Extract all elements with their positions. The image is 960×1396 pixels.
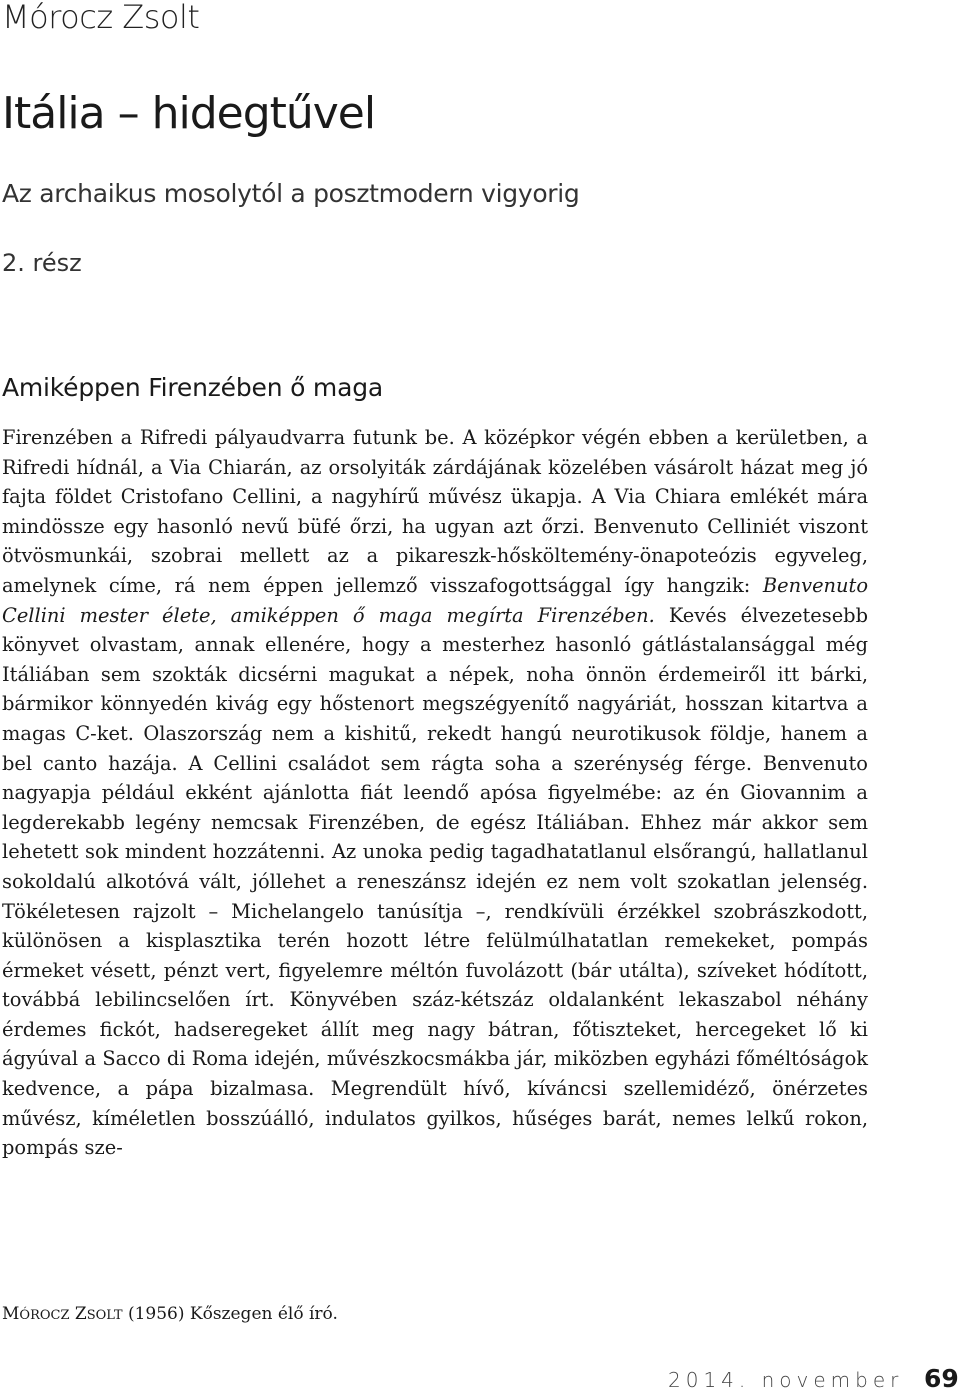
body-paragraph <box>2 423 868 1163</box>
article-part: 2. rész <box>2 249 82 277</box>
author-note-last-initial: Z <box>74 1304 87 1324</box>
body-text-rest: Kevés élvezetesebb könyvet olvastam, annak ellenére, hogy a mesterhez hasonló gátlástalansággal még Itáliában sem szokták dicsérni magukat a népek, noha önnön érdemeiről itt bárki, bármikor könnyedén kivág egy hőstenort megszégyenítő nagyáriát, hosszan kitartva a magas C-ket. Olaszország nem a kishitű, rekedt hangú neurotikusok földje, hanem a bel canto hazája. A Cellini családot sem rágta soha a szerénység férge. Benvenuto nagyapja például ekként ajánlotta fiát leendő apósa figyelmébe: az én Giovannim a legderekabb legény nemcsak Firenzében, de egész Itáliában. Ehhez már akkor sem lehetett sok mindent hozzátenni. Az unoka pedig tagadhatatlanul elsőrangú, hallatlanul sokoldalú alkotóvá vált, jóllehet a reneszánsz idején ez nem volt szokatlan jelenség. Tökéletesen rajzolt – Michelangelo tanúsítja –, rendkívüli érzékkel szobrászkodott, különösen a kisplasztika terén hozott létre felülmúlhatatlan remekeket, pompás érmeket vésett, pénzt vert, figyelemre méltón fuvolázott (bár utálta), szíveket hódított, továbbá lebilincselően írt. Könyvében száz-kétszáz oldalanként lekaszabol néhány érdemes fickót, hadseregeket állít meg nagy bátran, főtiszteket, hercegeket lő ki ágyúval a Sacco di Roma idején, művészkocsmákba jár, miközben egyházi főméltóságok kedvence, a pápa bizalmasa. Megrendült hívő, kíváncsi szellemidéző, önérzetes művész, kíméletlen bosszúálló, indulatos gyilkos, hűséges barát, nemes lelkű rokon, pompás sze- <box>2 603 868 1160</box>
page-number: 69 <box>924 1364 959 1393</box>
article-body <box>2 423 868 1163</box>
author-note-last-rest: SOLT <box>86 1308 123 1323</box>
author-note-text: (1956) Kőszegen élő író. <box>122 1304 338 1324</box>
section-heading: Amiképpen Firenzében ő maga <box>2 373 383 402</box>
article-title: Itália – hidegtűvel <box>2 88 376 139</box>
author-note-first-initial: M <box>2 1304 20 1324</box>
issue-date: 2014. november <box>668 1368 904 1392</box>
book-title: Benvenuto Cellini mester élete, amiképpen ő maga megírta Firenzében. <box>2 573 868 627</box>
author-note <box>2 1304 338 1324</box>
article-subtitle: Az archaikus mosolytól a posztmodern vigyorig <box>2 179 580 208</box>
author-name: Mórocz Zsolt <box>2 0 200 36</box>
author-note-first-rest: ÓROCZ <box>19 1308 70 1323</box>
body-text-intro: Firenzében a Rifredi pályaudvarra futunk be. A középkor végén ebben a kerületben, a Rifredi hídnál, a Via Chiarán, az orsolyiták zárdájának közelében vásárolt házat meg jó fajta földet Cristofano Cellini, a nagyhírű művész ükapja. A Via Chiara emlékét mára mindössze egy hasonló nevű büfé őrzi, ha ugyan azt őrzi. Benvenuto Celliniét viszont ötvösmunkái, szobrai mellett az a pikareszk-hősköltemény-önapoteózis egyveleg, amelynek címe, rá nem éppen jellemző visszafogottsággal így hangzik: <box>2 426 868 597</box>
